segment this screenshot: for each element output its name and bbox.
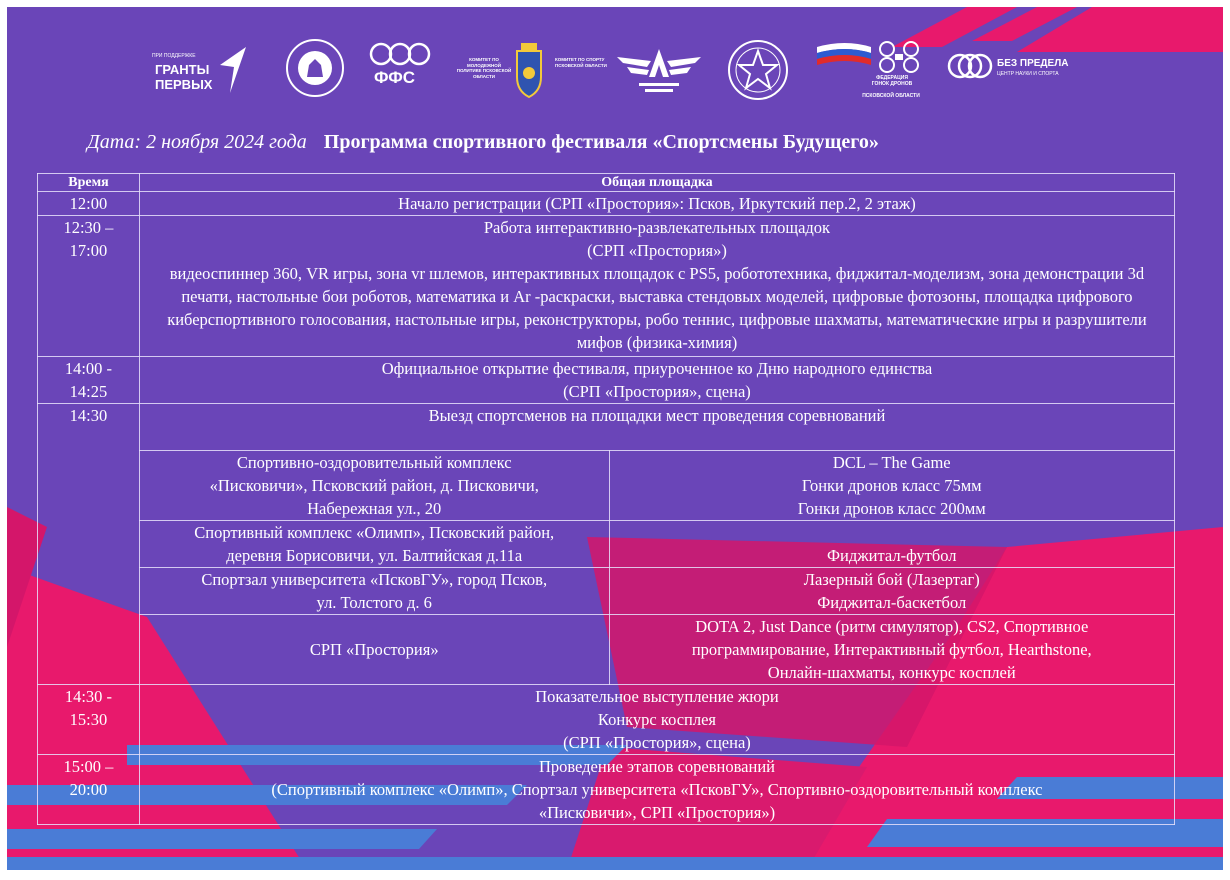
wings-icon xyxy=(617,47,701,97)
event-cell: Выезд спортсменов на площадки мест проведения соревнований xyxy=(139,404,1174,451)
page-title: Программа спортивного фестиваля «Спортсмены Будущего» xyxy=(323,131,879,153)
page-heading xyxy=(87,131,1187,154)
ffs-logo: ФФС xyxy=(369,37,434,107)
table-row xyxy=(38,216,1175,357)
coat-of-arms-icon xyxy=(511,43,547,99)
event-date: Дата: 2 ноября 2024 года xyxy=(87,131,307,153)
granty-pervykh-logo: ПРИ ПОДДЕРЖКЕ ГРАНТЫ ПЕРВЫХ xyxy=(152,37,247,107)
event-cell: Работа интерактивно-развлекательных площадок (СРП «Простория») видеоспиннер 360, VR игры, зона vr шлемов, интерактивных площадок с PS5, робототехника, фиджитал-моделизм, зона демонстрации 3d печати, настольные бои роботов, математика и Ar -раскраски, выставка стендовых моделей, цифровые фотозоны, площадка цифрового киберспортивного голосования, настольные игры, реконструкторы, робо теннис, цифровые шахматы, математические игры и разрушители мифов (физика-химия) xyxy=(139,216,1174,357)
star-emblem-icon xyxy=(727,39,789,101)
time-cell: 12:30 – 17:00 xyxy=(38,216,140,357)
flag-drone-icon xyxy=(815,39,923,73)
coat-of-arms-logo xyxy=(511,37,551,107)
table-row xyxy=(38,192,1175,216)
time-cell: 15:00 – 20:00 xyxy=(38,755,140,825)
drone-federation-line3: ПСКОВСКОЙ ОБЛАСТИ xyxy=(862,93,920,99)
time-cell: 12:00 xyxy=(38,192,140,216)
venue-place-cell: Спортивно-оздоровительный комплекс «Писковичи», Псковский район, д. Писковичи, Набережная ул., 20 xyxy=(139,451,609,521)
infinity-rings-icon xyxy=(947,51,993,81)
table-row xyxy=(38,755,1175,825)
youth-committee-logo: КОМИТЕТ ПО МОЛОДЕЖНОЙ ПОЛИТИКЕ ПСКОВСКОЙ ОБЛАСТИ xyxy=(456,57,512,79)
wings-logo xyxy=(617,37,701,107)
university-seal-icon xyxy=(285,37,345,99)
time-cell: 14:30 xyxy=(38,404,140,685)
venue-event-cell: DCL – The Game Гонки дронов класс 75мм Гонки дронов класс 200мм xyxy=(609,451,1175,521)
logo-row xyxy=(147,37,1087,107)
bez-predela-logo: БЕЗ ПРЕДЕЛА ЦЕНТР НАУКИ И СПОРТА xyxy=(947,37,1087,107)
header-venue: Общая площадка xyxy=(139,174,1174,192)
time-cell: 14:00 - 14:25 xyxy=(38,357,140,404)
event-cell: Показательное выступление жюри Конкурс косплея (СРП «Простория», сцена) xyxy=(139,685,1174,755)
venue-row xyxy=(38,451,1175,521)
table-header-row xyxy=(38,174,1175,192)
header-time: Время xyxy=(38,174,140,192)
venue-row xyxy=(38,615,1175,685)
drone-federation-logo xyxy=(815,37,925,107)
event-cell: Проведение этапов соревнований (Спортивный комплекс «Олимп», Спортзал университета «ПсковГУ», Спортивно-оздоровительный комплекс «Писковичи», СРП «Простория») xyxy=(139,755,1174,825)
rings-icon xyxy=(369,41,431,67)
event-cell: Официальное открытие фестиваля, приуроченное ко Дню народного единства (СРП «Простория», сцена) xyxy=(139,357,1174,404)
venue-place-cell: Спортзал университета «ПсковГУ», город Псков, ул. Толстого д. 6 xyxy=(139,568,609,615)
table-row xyxy=(38,404,1175,451)
drone-federation-line1: ФЕДЕРАЦИЯ xyxy=(876,75,908,81)
drone-federation-line2: ГОНОК ДРОНОВ xyxy=(871,81,913,87)
program-table xyxy=(37,173,1175,825)
arrow-icon xyxy=(220,47,248,93)
sport-committee-logo: КОМИТЕТ ПО СПОРТУ ПСКОВСКОЙ ОБЛАСТИ xyxy=(555,57,607,68)
star-emblem-logo xyxy=(727,37,791,107)
table-row xyxy=(38,357,1175,404)
venue-place-cell: СРП «Простория» xyxy=(139,615,609,685)
venue-event-cell: DOTA 2, Just Dance (ритм симулятор), CS2, Спортивное программирование, Интерактивный футбол, Hearthstone, Онлайн-шахматы, конкурс косплей xyxy=(609,615,1175,685)
event-cell: Начало регистрации (СРП «Простория»: Псков, Иркутский пер.2, 2 этаж) xyxy=(139,192,1174,216)
venue-row xyxy=(38,568,1175,615)
program-poster xyxy=(7,7,1223,870)
table-row xyxy=(38,685,1175,755)
time-cell: 14:30 - 15:30 xyxy=(38,685,140,755)
venue-row xyxy=(38,521,1175,568)
pskov-university-logo xyxy=(285,37,345,107)
venue-place-cell: Спортивный комплекс «Олимп», Псковский район, деревня Борисовичи, ул. Балтийская д.11а xyxy=(139,521,609,568)
venue-event-cell: Фиджитал-футбол xyxy=(609,521,1175,568)
venue-event-cell: Лазерный бой (Лазертаг) Фиджитал-баскетбол xyxy=(609,568,1175,615)
